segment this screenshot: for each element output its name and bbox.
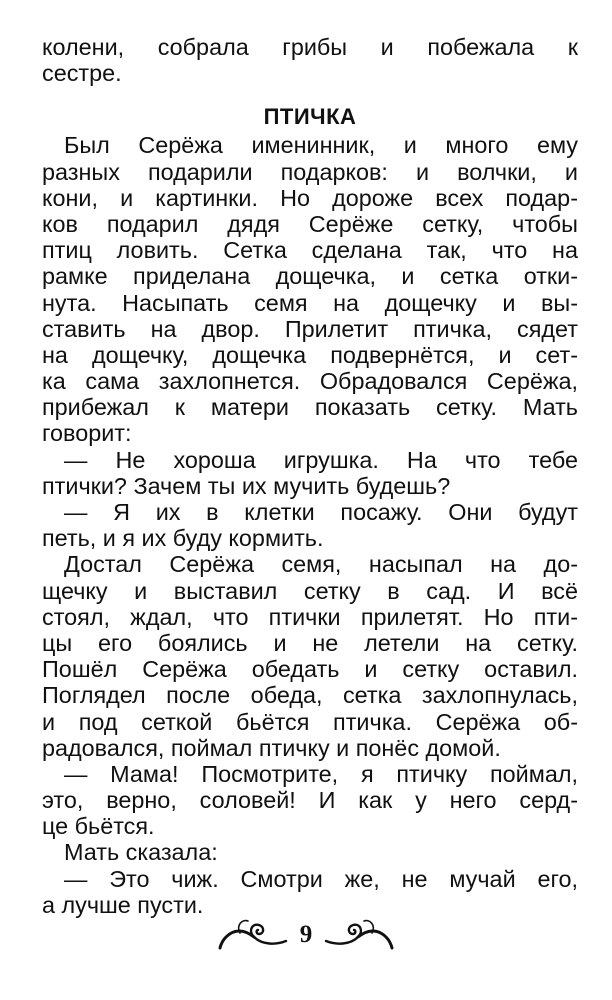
text-line: говорит: xyxy=(42,420,132,447)
text-line: а лучше пусти. xyxy=(42,891,204,918)
text-line: птиц ловить. Сетка сделана так, что на xyxy=(42,237,578,264)
text-line: прибежал к матери показать сетку. Мать xyxy=(42,394,578,421)
paragraph xyxy=(42,866,578,918)
paragraph xyxy=(42,499,578,551)
paragraph xyxy=(42,551,578,761)
text-line: ставить на двор. Прилетит птичка, сядет xyxy=(42,315,578,342)
page-body xyxy=(42,34,578,918)
text-line: Поглядел после обеда, сетка захлопнулась, xyxy=(42,682,578,709)
text-line: разных подарили подарков: и волчки, и xyxy=(42,158,578,185)
story-title: ПТИЧКА xyxy=(263,104,357,130)
paragraph xyxy=(42,447,578,499)
text-line: — Мама! Посмотрите, я птичку поймал, xyxy=(64,760,578,787)
previous-story-ending xyxy=(42,34,578,86)
text-line: Пошёл Серёжа обедать и сетку оставил. xyxy=(42,656,578,683)
text-line: это, верно, соловей! И как у него серд- xyxy=(42,787,578,814)
text-line: ка сама захлопнется. Обрадовался Серёжа, xyxy=(42,368,578,395)
text-line: — Не хороша игрушка. На что тебе xyxy=(64,446,578,473)
text-line: Был Серёжа именинник, и много ему xyxy=(64,132,578,159)
text-line: Достал Серёжа семя, насыпал на до- xyxy=(64,551,578,578)
text-line: ков подарил дядя Серёже сетку, чтобы xyxy=(42,210,578,237)
text-line: — Я их в клетки посажу. Они будут xyxy=(64,499,578,525)
paragraph xyxy=(42,839,578,865)
swirl-ornament-right-icon xyxy=(324,915,394,955)
text-line: сестре. xyxy=(42,60,122,87)
text-line: петь, и я их буду кормить. xyxy=(42,525,324,552)
paragraph xyxy=(42,761,578,840)
text-line: кони, и картинки. Но дороже всех подар- xyxy=(42,184,578,211)
text-line: — Это чиж. Смотри же, не мучай его, xyxy=(64,865,578,892)
text-line: нута. Насыпать семя на дощечку и вы- xyxy=(42,289,578,316)
text-line: стоял, ждал, что птички прилетят. Но пти- xyxy=(42,603,578,630)
page-number: 9 xyxy=(299,921,313,948)
page-footer xyxy=(0,912,612,958)
text-line: колени, собрала грибы и побежала к xyxy=(42,34,578,60)
text-line: рамке приделана дощечка, и сетка отки- xyxy=(42,263,578,290)
paragraph xyxy=(42,132,578,446)
text-line: щечку и выставил сетку в сад. И всё xyxy=(42,577,578,604)
text-line: на дощечку, дощечка подвернётся, и сет- xyxy=(42,341,578,368)
text-line: и под сеткой бьётся птичка. Серёжа об- xyxy=(42,708,578,735)
text-line: цы его боялись и не летели на сетку. xyxy=(42,629,578,656)
text-line: радовался, поймал птичку и понёс домой. xyxy=(42,734,501,761)
text-line: птички? Зачем ты их мучить будешь? xyxy=(42,472,451,499)
text-line: це бьётся. xyxy=(42,813,155,840)
swirl-ornament-left-icon xyxy=(218,915,288,955)
text-line: Мать сказала: xyxy=(64,839,218,866)
